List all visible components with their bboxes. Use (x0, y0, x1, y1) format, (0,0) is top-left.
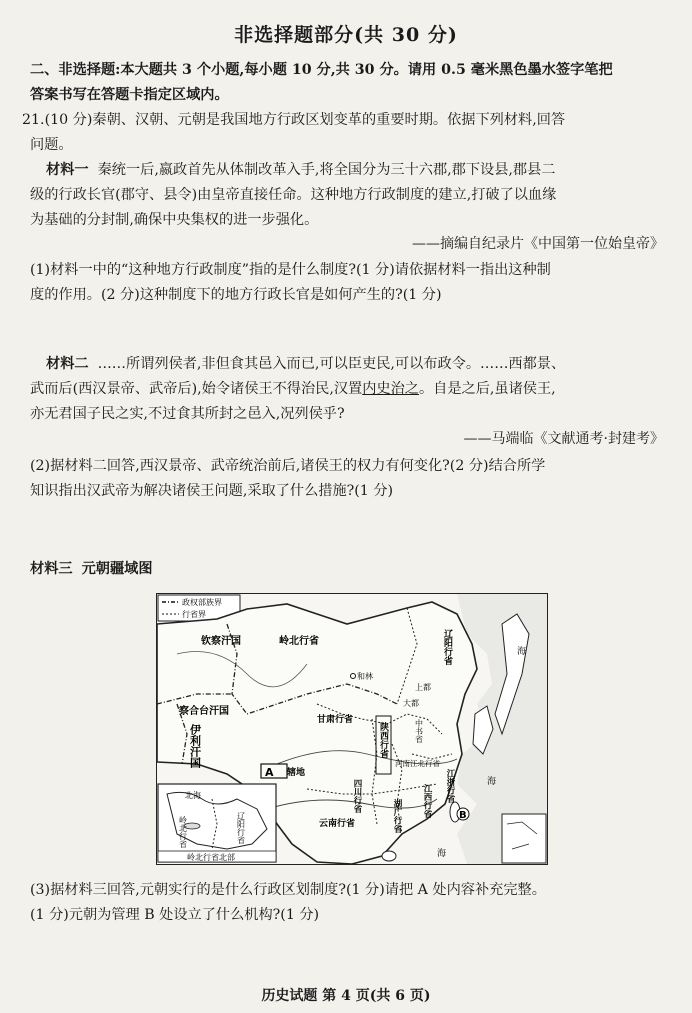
question-line: (1)材料一中的“这种地方行政制度”指的是什么制度?(1 分)请依据材料一指出这种制 (30, 262, 551, 278)
region-a-text: 辖地 (287, 768, 306, 778)
map-title: 元朝疆域图 (81, 561, 153, 577)
map-label-jiangxi: 江西行省 (422, 784, 432, 818)
underlined-term: 内史治之 (362, 381, 419, 397)
bleed-through-text (0, 0, 692, 14)
question-2 (30, 454, 672, 504)
map-label-helin: 和林 (357, 672, 373, 681)
hainan-island (382, 851, 396, 861)
material-text: 为基础的分封制,确保中央集权的进一步强化。 (30, 212, 319, 228)
material-text: 亦无君国子民之实,不过食其所封之邑入,况列侯乎? (30, 406, 345, 422)
sea-label: 海 (437, 849, 447, 859)
material-2 (30, 352, 672, 427)
question-line: 问题。 (30, 137, 73, 153)
material-1 (30, 158, 672, 233)
question-line: (1 分)元朝为管理 B 处设立了什么机构?(1 分) (30, 907, 320, 923)
legend-label: 行省界 (182, 610, 206, 619)
sea-label: 海 (487, 777, 497, 787)
map-label-qincha: 钦察汗国 (201, 636, 241, 647)
region-b-label: B (459, 810, 467, 821)
map-label-yili: 伊利汗国 (188, 724, 202, 768)
material-text: 秦统一后,嬴政首先从体制改革入手,将全国分为三十六郡,郡下设县,郡县二 (97, 162, 556, 178)
material-text: 。自是之后,虽诸侯王, (418, 381, 556, 397)
question-line: (2)据材料二回答,西汉景帝、武帝统治前后,诸侯王的权力有何变化?(2 分)结合所学 (30, 458, 546, 474)
map-label-shaanxi: 陕西行省 (378, 722, 388, 758)
inset-caption: 岭北行省北部 (187, 853, 235, 862)
question-1 (30, 258, 672, 308)
region-a-label: A (265, 766, 274, 779)
material-text: 武而后(西汉景帝、武帝后),始令诸侯王不得治民,汉置 (30, 381, 363, 397)
question-line: 度的作用。(2 分)这种制度下的地方行政长官是如何产生的?(1 分) (30, 287, 442, 303)
question-line: (3)据材料三回答,元朝实行的是什么行政区划制度?(1 分)请把 A 处内容补充完整。 (30, 882, 546, 898)
instruction-line: 答案书写在答题卡指定区域内。 (30, 87, 229, 103)
map-label-henan: 河南江北行省 (395, 759, 440, 768)
map-label-liaoyang: 辽阳行省 (442, 629, 452, 665)
map-label-dadu: 大都 (403, 699, 419, 708)
inset-south-sea (502, 814, 546, 863)
instruction-line: 二、非选择题:本大题共 3 个小题,每小题 10 分,共 30 分。请用 0.5 毫米黑色墨水签字笔把 (30, 62, 613, 78)
material-text: 级的行政长官(郡守、县令)由皇帝直接任命。这种地方行政制度的建立,打破了以血缘 (30, 187, 557, 203)
page-title: 非选择题部分(共 30 分) (234, 24, 458, 46)
question-line: 知识指出汉武帝为解决诸侯王问题,采取了什么措施?(1 分) (30, 483, 394, 499)
inset-label-beihai: 北海 (185, 791, 201, 800)
question-3 (30, 878, 672, 928)
map-label-zhongshu: 中书省 (414, 719, 424, 743)
question-21-stem (22, 108, 672, 158)
question-line: 21.(10 分)秦朝、汉朝、元朝是我国地方行政区划变革的重要时期。依据下列材料,回答 (22, 112, 566, 128)
material-label: 材料二 (46, 356, 89, 372)
material-label: 材料三 (30, 561, 73, 577)
material-label: 材料一 (46, 162, 89, 178)
map-label-chahetai: 察合台汗国 (179, 706, 229, 717)
sea-label: 海 (517, 647, 527, 657)
map-label-lingbei: 岭北行省 (279, 636, 319, 647)
legend-label: 政权部族界 (182, 598, 222, 607)
map-label-sichuan: 四川行省 (352, 779, 362, 813)
section-instruction (30, 58, 672, 108)
material-text: ……所谓列侯者,非但食其邑入而已,可以臣吏民,可以布政令。……西都景、 (97, 356, 566, 372)
map-svg (157, 594, 547, 864)
yuan-territory-map (156, 593, 548, 865)
material-source: ——摘编自纪录片《中国第一位始皇帝》 (412, 236, 664, 252)
map-label-huguang: 湖广行省 (392, 799, 402, 833)
inset-label-lingbei: 岭北行省 (178, 816, 188, 848)
inset-label-liaoyang: 辽阳行省 (236, 812, 246, 844)
map-label-jiangzhe: 江浙行省 (445, 769, 455, 803)
map-label-gansu: 甘肃行省 (317, 715, 354, 725)
page-footer: 历史试题 第 4 页(共 6 页) (261, 988, 431, 1004)
material-3-heading (30, 557, 672, 582)
material-source: ——马端临《文献通考·封建考》 (463, 431, 664, 447)
map-label-shangdu: 上都 (415, 683, 431, 692)
map-label-yunnan: 云南行省 (319, 819, 356, 829)
